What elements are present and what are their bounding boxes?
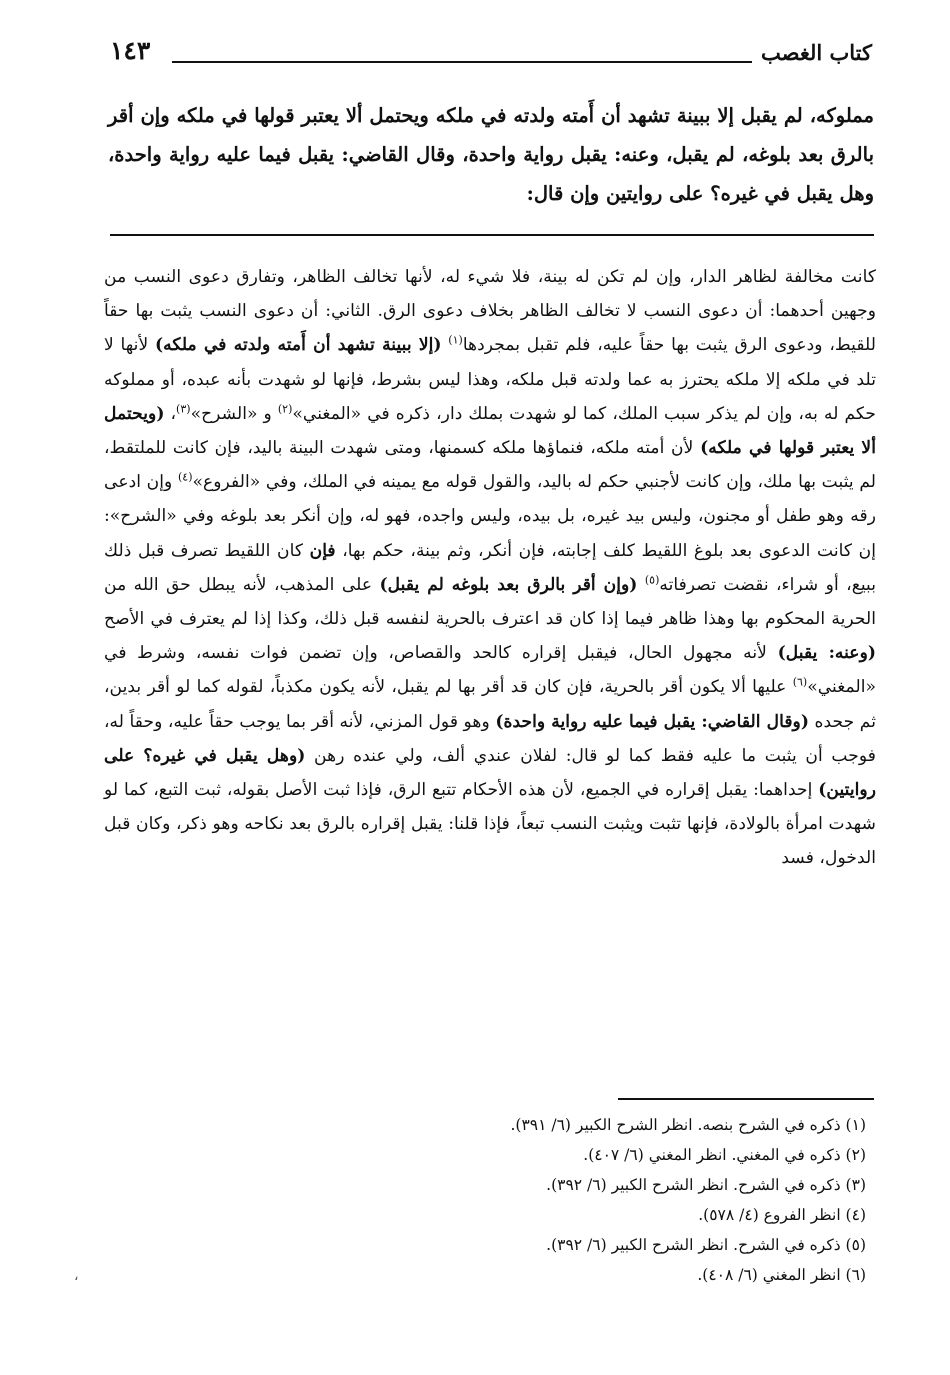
commentary-paragraph [104,260,876,876]
footnote-separator [618,1098,874,1100]
commentary-segment: لأنه مجهول الحال، فيقبل إقراره كالحد والقصاص، وإن تضمن فوات نفسه، وشرط في «المغني» [104,643,876,698]
commentary-segment: كان اللقيط تصرف قبل ذلك ببيع، أو شراء، نقضت تصرفاته [104,540,876,595]
running-title: كتاب الغصب [760,40,872,65]
footnote-4: (٤) انظر الفروع (٤/ ٥٧٨). [698,1206,866,1224]
footnote-5: (٥) ذكره في الشرح. انظر الشرح الكبير (٦/ ٣٩٢). [546,1236,866,1254]
commentary-segment: إحداهما: يقبل إقراره في الجميع، لأن هذه الأحكام تتبع الرق، فإذا ثبت الأصل بقوله، ثبت التبع، كما لو شهدت امرأة بالولادة، فإنها تثبت ويثبت النسب تبعاً، فإذا قلنا: يقبل إقراره بالرق بعد نكاحه وهو ذكر، وكان قبل الدخول، فسد [104,780,876,869]
page-header [110,34,872,74]
quoted-matn: (إلا ببينة تشهد أن أَمته ولدته في ملكه) [154,335,442,356]
header-rule [172,61,752,63]
quoted-matn: (وهل يقبل في غيره؟ على روايتين) [104,745,877,801]
commentary-segment: لأنها لا تلد في ملكه إلا ملكه يحترز به عما ولدته قبل ملكه، وهذا ليس بشرط، فإنها لو شهدت بأنه عبده، أو مملوكه حكم له به، وإن لم يذكر سبب الملك، كما لو شهدت بملك دار، ذكره في «المغني» [104,335,877,424]
matn-separator [110,234,874,236]
commentary-segment: ، [170,403,177,424]
commentary-segment: و «الشرح» [190,403,272,424]
commentary-segment: وهو قول المزني، لأنه أقر بما يوجب حقاً عليه، وحقاً له، فوجب أن يثبت ما عليه فقط كما لو قال: لفلان عندي ألف، ولي عنده رهن [104,711,876,766]
commentary-segment: على المذهب، لأنه يبطل حق الله من الحرية المحكوم بها وهذا ظاهر فيما إذا كان قد اعترف بالحرية لنفسه قبل ذلك، وكذا إذا لم يعترف في الأصح [104,574,876,630]
commentary-segment: وإن ادعى رقه وهو طفل أو مجنون، وليس بيد غيره، بل بيده، وليس واجده، فهو له، وإن أنكر بعد بلوغه وفي «الشرح»: إن كانت الدعوى بعد بلوغ اللقيط كلف إجابته، فإن أنكر، وثم بينة، حكم بها، [104,472,877,561]
commentary-segment: كانت مخالفة لظاهر الدار، وإن لم تكن له بينة، فلا شيء له، لأنها تخالف الظاهر، وتفارق دعوى النسب من وجهين أحدهما: أن دعوى النسب لا تخالف الظاهر بخلاف دعوى الرق. الثاني: أن دعوى النسب يثبت بها حقاً للقيط، ودعوى الرق يثبت بها حقاً عليه، فلم تقبل بمجردها [104,267,876,356]
footnote-6: (٦) انظر المغني (٦/ ٤٠٨). [697,1266,866,1284]
footnote-3: (٣) ذكره في الشرح. انظر الشرح الكبير (٦/ ٣٩٢). [546,1176,866,1194]
quoted-matn: (وقال القاضي: يقبل فيما عليه رواية واحدة) [495,711,809,732]
footnotes [366,1110,866,1290]
bold-word: فإن [309,540,336,561]
commentary-text [104,260,876,876]
quoted-matn: (وإن أقر بالرق بعد بلوغه لم يقبل) [379,574,638,595]
footnote-ref-6: (٦) [792,675,808,689]
footnote-1: (١) ذكره في الشرح بنصه. انظر الشرح الكبير (٦/ ٣٩١). [510,1116,866,1134]
footnote-ref-1: (١) [448,333,463,347]
quoted-matn: (ويحتمل ألا يعتبر قولها في ملكه) [104,403,876,459]
footnote-ref-5: (٥) [644,573,660,587]
commentary-segment: لأن أمته ملكه، فنماؤها ملكه كسمنها، ومتى شهدت البينة باليد، فإن كانت للملتقط، لم يثبت بها ملك، وإن كانت لأجنبي حكم له باليد، والقول قوله مع يمينه في الملك، وفي «الفروع» [104,438,877,493]
commentary-segment: عليها ألا يكون أقر بالحرية، فإن كان قد أقر بها لم يقبل، لأنه يكون مكذباً، لقوله كما لو أقر بدين، ثم جحده [104,677,877,732]
stray-mark: ، [74,1268,79,1284]
page-number: ١٤٣ [110,36,151,65]
quoted-matn: (وعنه: يقبل) [777,643,876,664]
footnote-ref-3: (٣) [176,402,191,416]
footnote-2: (٢) ذكره في المغني. انظر المغني (٦/ ٤٠٧). [583,1146,866,1164]
footnote-ref-4: (٤) [177,470,193,484]
matn-text: مملوكه، لم يقبل إلا ببينة تشهد أن أَمته ولدته في ملكه ويحتمل ألا يعتبر قولها في ملكه وإن أقر بالرق بعد بلوغه، لم يقبل، وعنه: يقبل رواية واحدة، وقال القاضي: يقبل فيما عليه رواية واحدة، وهل يقبل في غيره؟ على روايتين وإن قال: [108,104,874,205]
footnote-ref-2: (٢) [277,402,293,416]
